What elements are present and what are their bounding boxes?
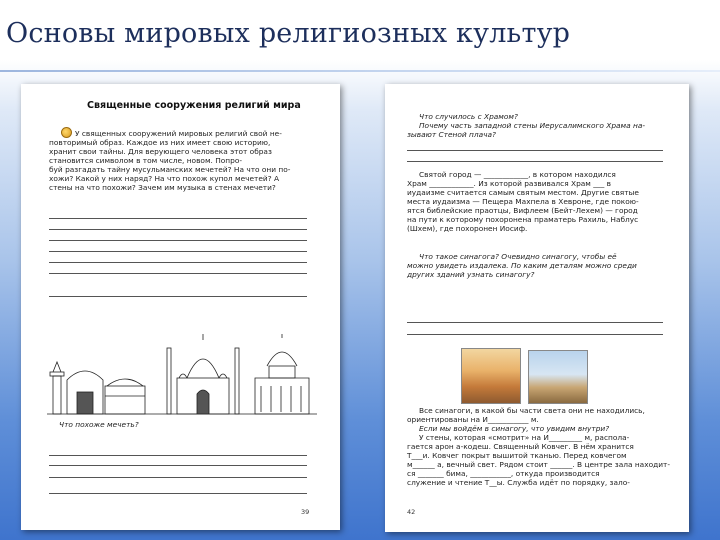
question-line: Что случилось с Храмом? [419, 112, 518, 121]
fill-in-line: Храм ____________. Из которой развивался Храм ___ в [407, 179, 612, 188]
fill-in-line: (Шхем), где похоронен Иосиф. [407, 224, 528, 233]
page-number: 39 [301, 508, 310, 516]
writing-line [49, 493, 307, 494]
writing-line [49, 273, 307, 274]
writing-line [49, 218, 307, 219]
writing-line [407, 322, 663, 323]
paragraph-line: У священных сооружений мировых религий свой не- [75, 129, 282, 138]
writing-line [49, 296, 307, 297]
fill-in-line: Святой город — ____________, в котором находился [419, 170, 616, 179]
writing-line [49, 262, 307, 263]
fill-in-line: иудаизме считается самым святым местом. Другие святые [407, 188, 639, 197]
paragraph-line: хожи? Какой у них наряд? На что похож купол мечетей? А [49, 174, 280, 183]
question-line: Если мы войдём в синагогу, что увидим внутри? [419, 424, 610, 433]
paragraph-line: становится символом в том числе, новом. Попро- [49, 156, 243, 165]
fill-in-line: ся _______ бима, ___________, откуда производится [407, 469, 600, 478]
fill-in-line: служение и чтение Т__ы. Служба идёт по порядку, зало- [407, 478, 630, 487]
fill-in-line: места иудаизма — Пещера Махпела в Хевроне, где покою- [407, 197, 639, 206]
writing-line [49, 251, 307, 252]
paragraph-line: повторимый образ. Каждое из них имеет свою историю, [49, 138, 271, 147]
textbook-page-right [385, 84, 689, 532]
fill-in-line: У стены, которая «смотрит» на И_________ м, распола- [419, 433, 630, 442]
slide-title: Основы мировых религиозных культур [6, 18, 571, 49]
question-line: зывают Стеной плача? [407, 130, 496, 139]
writing-line [49, 240, 307, 241]
writing-line [407, 161, 663, 162]
page-number: 42 [407, 508, 416, 516]
title-divider [0, 70, 720, 72]
paragraph-line: хранит свои тайны. Для верующего человека этот образ [49, 147, 272, 156]
fill-in-line: м______ а, вечный свет. Рядом стоит ______. В центре зала находит- [407, 460, 670, 469]
question-line: Почему часть западной стены Иерусалимского Храма на- [419, 121, 646, 130]
fill-in-line: Т___и. Ковчег покрыт вышитой тканью. Перед ковчегом [407, 451, 627, 460]
fill-in-line: ориентированы на И___________ м. [407, 415, 539, 424]
fill-in-line: Все синагоги, в какой бы части света они не находились, [419, 406, 645, 415]
writing-line [49, 465, 307, 466]
fill-in-line: гается арон а-кодеш. Священный Ковчег. В нём хранится [407, 442, 634, 451]
synagogue-photo [461, 348, 521, 404]
fill-in-line: на пути к которому похоронена праматерь Рахиль, Наблус [407, 215, 639, 224]
textbook-page-left [21, 84, 340, 530]
writing-line [407, 334, 663, 335]
fill-in-line: ятся библейские праотцы, Вифлеем (Бейт-Лехем) — город [407, 206, 638, 215]
page-heading: Священные сооружения религий мира [87, 100, 301, 111]
writing-line [407, 150, 663, 151]
writing-line [49, 477, 307, 478]
sacred-buildings-illustration [47, 334, 317, 416]
question-line: других зданий узнать синагогу? [407, 270, 535, 279]
question-marker-icon [61, 127, 72, 138]
question-line: можно увидеть издалека. По каким деталям можно среди [407, 261, 637, 270]
question-text: Что похоже мечеть? [59, 420, 139, 429]
writing-line [49, 455, 307, 456]
question-line: Что такое синагога? Очевидно синагогу, чтобы её [419, 252, 617, 261]
writing-line [49, 229, 307, 230]
paragraph-line: буй разгадать тайну мусульманских мечетей? На что они по- [49, 165, 291, 174]
synagogue-dome-photo [528, 350, 588, 404]
paragraph-line: стены на что похожи? Зачем им музыка в стенах мечети? [49, 183, 276, 192]
